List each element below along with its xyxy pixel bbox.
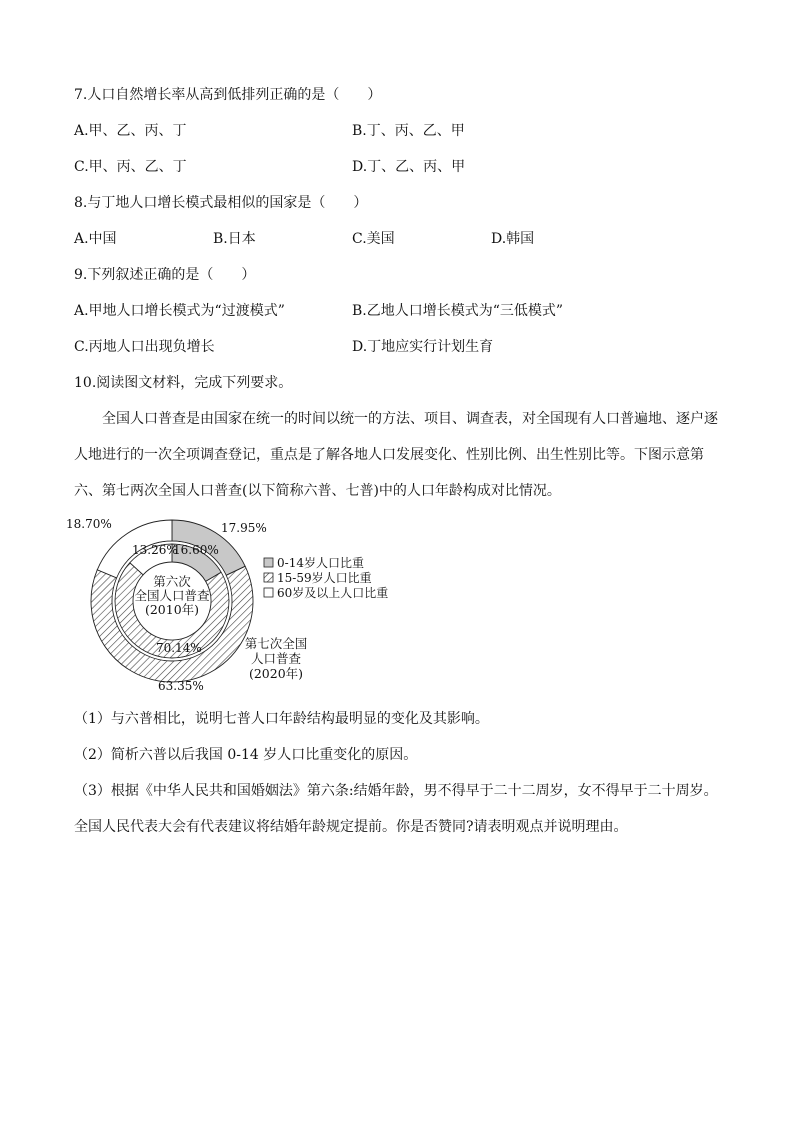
q8-option-c[interactable]: C.美国 — [352, 231, 395, 247]
q9-stem: 9.下列叙述正确的是（ ） — [74, 267, 256, 283]
legend-label-15-59: 15-59岁人口比重 — [277, 571, 372, 585]
legend-swatch-60plus — [264, 588, 273, 597]
q7-option-d[interactable]: D.丁、乙、丙、甲 — [352, 159, 466, 175]
q8-option-a[interactable]: A.中国 — [74, 231, 117, 247]
inner-label-0-14: 16.60% — [173, 543, 219, 557]
q10-material: 全国人口普查是由国家在统一的时间以统一的方法、项目、调查表，对全国现有人口普遍地、逐户逐人地进行的一次全项调查登记，重点是了解各地人口发展变化、性别比例、出生性别比等。下图示意第六、第七两次全国人口普查(以下简称六普、七普)中的人口年龄构成对比情况。 — [74, 411, 718, 499]
legend-swatch-0-14 — [264, 558, 273, 567]
center-label-line2: 全国人口普查 — [134, 588, 210, 603]
legend-swatch-15-59 — [264, 573, 273, 582]
outer-ring-label-line2: 人口普查 — [250, 651, 302, 666]
chart-legend — [264, 555, 388, 600]
q9-option-a[interactable]: A.甲地人口增长模式为“过渡模式” — [74, 303, 285, 319]
outer-label-0-14: 17.95% — [221, 521, 267, 535]
outer-ring-label-line1: 第七次全国 — [244, 636, 308, 651]
outer-ring-label-line3: (2020年) — [248, 666, 304, 681]
q7-option-b[interactable]: B.丁、丙、乙、甲 — [352, 123, 465, 139]
age-structure-chart — [66, 514, 426, 694]
legend-label-60plus: 60岁及以上人口比重 — [277, 586, 389, 600]
center-label-line3: (2010年) — [144, 602, 200, 617]
q9-option-d[interactable]: D.丁地应实行计划生育 — [352, 339, 494, 355]
q10-sub1: （1）与六普相比，说明七普人口年龄结构最明显的变化及其影响。 — [74, 711, 489, 727]
outer-label-15-59: 63.35% — [158, 679, 204, 693]
legend-label-0-14: 0-14岁人口比重 — [277, 556, 364, 570]
center-label-line1: 第六次 — [153, 574, 191, 589]
q10-sub3-line2: 全国人民代表大会有代表建议将结婚年龄规定提前。你是否赞同?请表明观点并说明理由。 — [74, 819, 628, 835]
q7-option-a[interactable]: A.甲、乙、丙、丁 — [74, 123, 187, 139]
q8-option-b[interactable]: B.日本 — [213, 231, 256, 247]
q10-sub3-line1: （3）根据《中华人民共和国婚姻法》第六条:结婚年龄，男不得早于二十二周岁，女不得早于二十周岁。 — [74, 783, 718, 799]
inner-label-15-59: 70.14% — [156, 641, 202, 655]
q8-option-d[interactable]: D.韩国 — [491, 231, 535, 247]
q10-stem: 10.阅读图文材料，完成下列要求。 — [74, 375, 293, 391]
q7-option-c[interactable]: C.甲、丙、乙、丁 — [74, 159, 187, 175]
q9-option-c[interactable]: C.丙地人口出现负增长 — [74, 339, 215, 355]
q8-stem: 8.与丁地人口增长模式最相似的国家是（ ） — [74, 195, 368, 211]
q10-sub2: （2）简析六普以后我国 0-14 岁人口比重变化的原因。 — [74, 747, 418, 763]
outer-label-60plus: 18.70% — [66, 517, 112, 531]
inner-label-60plus: 13.26% — [132, 543, 178, 557]
q9-option-b[interactable]: B.乙地人口增长模式为“三低模式” — [352, 303, 564, 319]
q7-stem: 7.人口自然增长率从高到低排列正确的是（ ） — [74, 87, 382, 103]
